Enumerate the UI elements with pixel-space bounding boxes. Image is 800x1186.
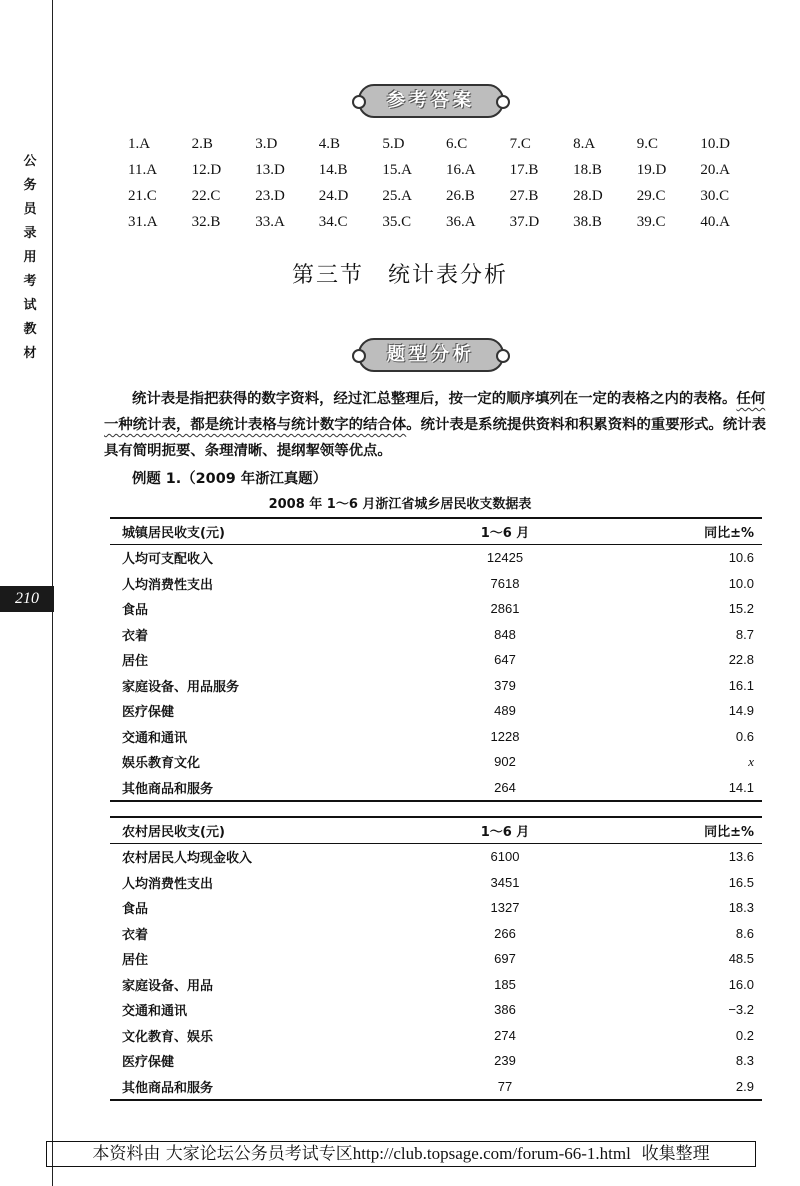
item-cell: 食品: [122, 603, 149, 619]
section-title: 第三节 统计表分析: [291, 263, 508, 288]
value-cell: 1327: [490, 900, 520, 916]
page-number: 210: [0, 586, 54, 612]
item-cell: 衣着: [122, 628, 149, 644]
answer-item: 38.B: [573, 214, 602, 230]
value-cell: 266: [494, 925, 516, 941]
answer-item: 8.A: [573, 136, 596, 152]
footer-notice: [46, 1141, 756, 1167]
item-cell: 人均可支配收入: [122, 552, 214, 568]
change-cell: 8.6: [735, 925, 754, 941]
answer-item: 35.C: [382, 214, 412, 230]
item-cell: 家庭设备、用品服务: [122, 679, 240, 695]
urban-table-body: [110, 545, 762, 800]
item-cell: 衣着: [122, 927, 149, 943]
item-cell: 其他商品和服务: [122, 781, 214, 797]
value-cell: 3451: [490, 874, 520, 890]
intro-paragraph: [104, 386, 768, 464]
table-row: [110, 1023, 762, 1049]
answer-item: 18.B: [573, 162, 602, 178]
side-book-title: 公务员录用考试教材: [23, 154, 37, 361]
change-cell: 14.9: [728, 703, 754, 719]
intro-text-2: 。统计表是系统提供资料和积累资料的重要形式。统计表具有简明扼要、条理清晰、提纲挈领等优点。: [104, 417, 766, 459]
answer-item: 19.D: [636, 162, 667, 178]
change-cell: 2.9: [735, 1078, 754, 1094]
table-row: [110, 775, 762, 801]
intro-underlined: 任何一种统计表，都是统计表格与统计数字的结合体: [104, 391, 766, 433]
header-cell: 农村居民收支(元): [122, 825, 225, 840]
table-row: [110, 1048, 762, 1074]
answer-item: 21.C: [128, 188, 157, 204]
value-cell: 647: [494, 652, 516, 668]
header-cell: 同比±%: [704, 526, 754, 541]
change-cell: 16.1: [728, 677, 754, 693]
item-cell: 家庭设备、用品: [122, 978, 214, 994]
answer-item: 28.D: [573, 188, 603, 204]
example-label: 例题 1.（2009 年浙江真题）: [132, 471, 328, 487]
value-cell: 274: [494, 1027, 516, 1043]
value-cell: 6100: [490, 849, 520, 865]
answer-item: 5.D: [382, 136, 405, 152]
change-cell: 22.8: [728, 652, 754, 668]
item-cell: 医疗保健: [122, 1055, 175, 1071]
change-cell: 48.5: [728, 951, 754, 967]
change-cell: 16.0: [728, 976, 754, 992]
item-cell: 文化教育、娱乐: [122, 1029, 214, 1045]
table-row: [110, 724, 762, 750]
answer-item: 39.C: [636, 214, 666, 230]
answer-item: 4.B: [318, 136, 341, 152]
answer-item: 32.B: [191, 214, 221, 230]
answer-item: 3.D: [255, 136, 278, 152]
table-row: [110, 673, 762, 699]
rural-table-body: [110, 844, 762, 1099]
table-rule: [110, 800, 762, 802]
answer-item: 40.A: [700, 214, 730, 230]
answer-item: 25.A: [382, 188, 412, 204]
answer-item: 26.B: [445, 188, 475, 204]
intro-text-1: 统计表是指把获得的数字资料，经过汇总整理后，按一定的顺序填列在一定的表格之内的表格。: [132, 391, 737, 407]
value-cell: 489: [494, 703, 516, 719]
change-cell: 15.2: [728, 601, 754, 617]
footer-text: 本资料由 大家论坛公务员考试专区: [92, 1144, 353, 1164]
value-cell: 386: [494, 1002, 516, 1018]
answer-item: 10.D: [700, 136, 730, 152]
answer-item: 30.C: [700, 188, 730, 204]
table-row: [110, 545, 762, 571]
table-row: [110, 571, 762, 597]
table-row: [110, 1074, 762, 1100]
header-cell: 同比±%: [704, 825, 754, 840]
change-cell: 14.1: [728, 779, 754, 795]
answer-item: 23.D: [255, 188, 285, 204]
value-cell: 239: [494, 1053, 516, 1069]
header-cell: 城镇居民收支(元): [122, 526, 225, 541]
value-cell: 1228: [490, 728, 520, 744]
answer-item: 16.A: [445, 162, 476, 178]
answer-item: 13.D: [255, 162, 285, 178]
answer-item: 36.A: [445, 214, 476, 230]
answer-item: 33.A: [255, 214, 285, 230]
value-cell: 697: [494, 951, 516, 967]
table-caption: 2008 年 1～6 月浙江省城乡居民收支数据表: [268, 497, 532, 512]
answer-item: 6.C: [445, 136, 468, 152]
change-cell: 16.5: [728, 874, 754, 890]
value-cell: 12425: [486, 550, 524, 566]
footer-link[interactable]: http://club.topsage.com/forum-66-1.html: [352, 1144, 631, 1163]
table-row: [110, 921, 762, 947]
value-cell: 264: [494, 779, 516, 795]
change-cell: 10.0: [728, 575, 754, 591]
answer-item: 24.D: [318, 188, 349, 204]
change-cell: 8.7: [735, 626, 754, 642]
footer-text-end: 收集整理: [641, 1144, 710, 1164]
answer-item: 31.A: [128, 214, 158, 230]
answer-grid: [128, 134, 764, 232]
item-cell: 人均消费性支出: [122, 577, 214, 593]
answer-item: 1.A: [128, 136, 151, 152]
change-cell: x: [748, 753, 754, 769]
value-cell: 77: [497, 1078, 513, 1094]
table-row: [110, 946, 762, 972]
table-row: [110, 895, 762, 921]
value-cell: 2861: [490, 601, 520, 617]
table-row: [110, 844, 762, 870]
answer-item: 15.A: [382, 162, 412, 178]
change-cell: 8.3: [735, 1053, 754, 1069]
value-cell: 7618: [490, 575, 520, 591]
item-cell: 居住: [122, 953, 149, 969]
answers-banner: 参考答案: [358, 84, 504, 118]
table-row: [110, 972, 762, 998]
answer-item: 37.D: [509, 214, 540, 230]
item-cell: 其他商品和服务: [122, 1080, 214, 1096]
value-cell: 848: [494, 626, 516, 642]
table-row: [110, 870, 762, 896]
answer-item: 11.A: [128, 162, 158, 178]
item-cell: 娱乐教育文化: [122, 756, 201, 772]
answer-item: 22.C: [191, 188, 221, 204]
answer-item: 2.B: [191, 136, 213, 152]
answer-item: 14.B: [318, 162, 348, 178]
change-cell: 0.2: [735, 1027, 754, 1043]
table-header-row: [110, 519, 762, 544]
rural-table: [110, 816, 762, 1101]
table-row: [110, 622, 762, 648]
answer-item: 27.B: [509, 188, 539, 204]
answer-item: 9.C: [636, 136, 659, 152]
change-cell: 10.6: [728, 550, 754, 566]
value-cell: 379: [494, 677, 516, 693]
item-cell: 居住: [122, 654, 149, 670]
answer-item: 17.B: [509, 162, 539, 178]
item-cell: 食品: [122, 902, 149, 918]
item-cell: 医疗保健: [122, 705, 175, 721]
item-cell: 交通和通讯: [122, 1004, 188, 1020]
change-cell: −3.2: [728, 1002, 754, 1018]
value-cell: 902: [494, 754, 516, 770]
item-cell: 交通和通讯: [122, 730, 188, 746]
table-row: [110, 647, 762, 673]
table-row: [110, 596, 762, 622]
answer-item: 20.A: [700, 162, 730, 178]
change-cell: 18.3: [728, 900, 754, 916]
answer-item: 34.C: [318, 214, 348, 230]
item-cell: 人均消费性支出: [122, 876, 214, 892]
item-cell: 农村居民人均现金收入: [122, 851, 253, 867]
header-cell: 1～6 月: [480, 825, 530, 840]
table-rule: [110, 1099, 762, 1101]
change-cell: 13.6: [728, 849, 754, 865]
table-row: [110, 997, 762, 1023]
answer-item: 29.C: [636, 188, 666, 204]
table-row: [110, 698, 762, 724]
table-header-row: [110, 818, 762, 843]
analysis-banner: 题型分析: [358, 338, 504, 372]
value-cell: 185: [494, 976, 516, 992]
header-cell: 1～6 月: [480, 526, 530, 541]
answer-item: 7.C: [509, 136, 531, 152]
change-cell: 0.6: [735, 728, 754, 744]
table-row: [110, 749, 762, 775]
urban-table: [110, 517, 762, 802]
answer-item: 12.D: [191, 162, 222, 178]
